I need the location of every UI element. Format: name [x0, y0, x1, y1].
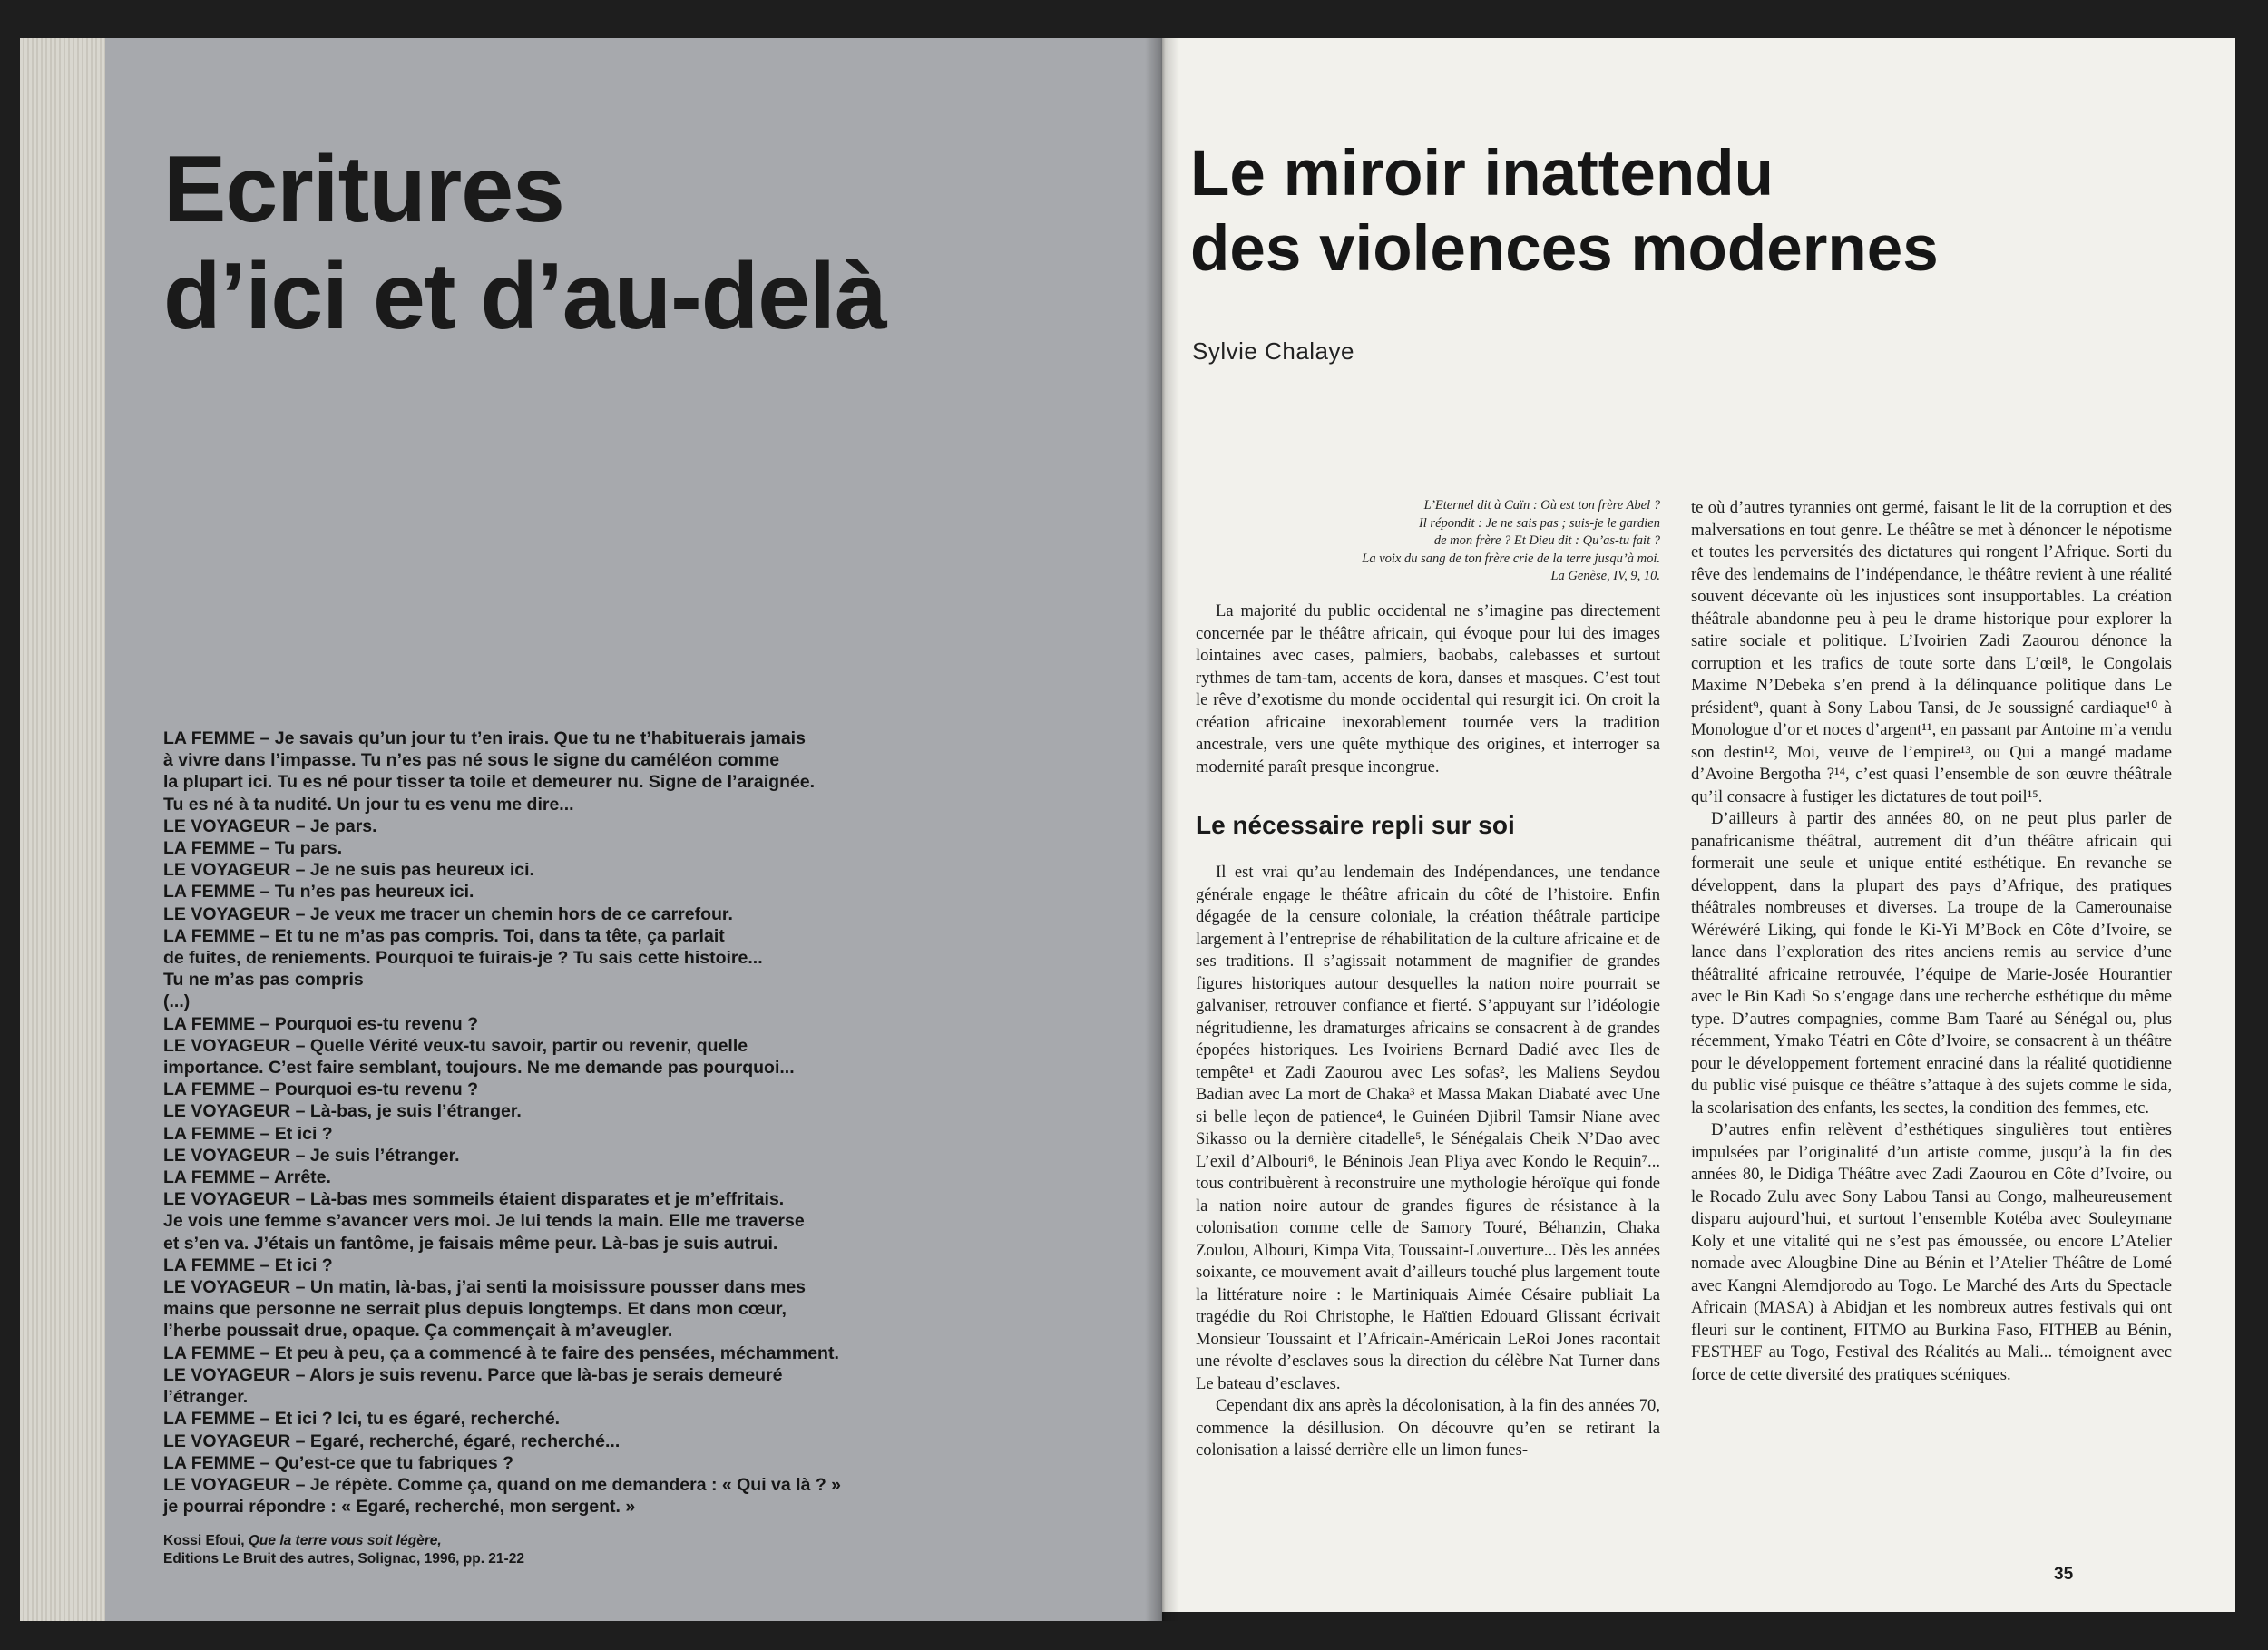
dialogue-line: LE VOYAGEUR – Alors je suis revenu. Parce que là-bas je serais demeuré [163, 1364, 783, 1385]
dialogue-line: LA FEMME – Et tu ne m’as pas compris. Toi, dans ta tête, ça parlait [163, 925, 725, 946]
dialogue-line: LA FEMME – Et peu à peu, ça a commencé à te faire des pensées, méchamment. [163, 1342, 839, 1363]
dialogue-line: LE VOYAGEUR – Egaré, recherché, égaré, recherché... [163, 1430, 621, 1451]
article-paragraph: D’ailleurs à partir des années 80, on ne peut plus parler de panafricanisme théâtral, autrement dit d’un théâtre africain qui formerait une seule et unique entité esthétique. En revanche se développent, dans la plupart des pays d’Afrique, des pratiques théâtrales nombreuses et diverses. La troupe de la Camerounaise Wéréwéré Liking, qui fonde le Ki-Yi M’Bock en Côte d’Ivoire, se lance dans l’exploration des rites anciens remis au service d’une théâtralité africaine retrouvée, l’équipe de Marie-Josée Hourantier avec le Bin Kadi So s’engage dans une recherche esthétique du même type. D’autres compagnies, comme Bam Taaré au Sénégal ou, plus récemment, Ymako Téatri en Côte d’Ivoire, se consacrent à un théâtre pour le développement fortement enraciné dans la réalité quotidienne du public visé puisque ce théâtre s’attaque à des sujets comme le sida, la scolarisation des enfants, les sectes, la condition des femmes, etc. [1691, 809, 2172, 1118]
dialogue-line: l’étranger. [163, 1387, 249, 1408]
epigraph-line: L’Eternel dit à Caïn : Où est ton frère Abel ? [1423, 498, 1660, 513]
dialogue-line: (...) [163, 991, 191, 1012]
dialogue-line: LA FEMME – Et ici ? [163, 1123, 333, 1144]
dialogue-line: LE VOYAGEUR – Là-bas, je suis l’étranger. [163, 1101, 522, 1122]
epigraph-line: La Genèse, IV, 9, 10. [1550, 569, 1660, 584]
article-paragraph: te où d’autres tyrannies ont germé, faisant le lit de la corruption et des malversations en tout genre. Le théâtre se met à dénoncer le népotisme et toutes les perversités des dictatures qui rongent l’Afrique. Sorti du rêve des lendemains de l’indépendance, le théâtre revient à une réalité souvent décevante où les injustices sont insupportables. La création théâtrale abandonne peu à peu le drame historique pour explorer la satire sociale et politique. L’Ivoirien Zadi Zaourou dénonce la corruption et les trafics de toute sorte dans L’œil⁸, le Congolais Maxime N’Debeka s’en prend à la délinquance politique dans Le président⁹, quant à Sony Labou Tansi, de Je soussigné cardiaque¹⁰ à Monologue d’or et noces d’argent¹¹, en passant par Antoine m’a vendu son destin¹², Moi, veuve de l’empire¹³, ou Qui a mangé madame d’Avoine Bergotha ?¹⁴, c’est quasi l’ensemble de son œuvre théâtrale qu’il consacre à fustiger les dictatures de tout poil¹⁵. [1691, 498, 2172, 806]
article-title-line: Le miroir inattendu [1190, 138, 1774, 210]
section-subheading: Le nécessaire repli sur soi [1196, 811, 1515, 839]
article-column-1 [1196, 862, 1660, 1462]
dialogue-line: LA FEMME – Pourquoi es-tu revenu ? [163, 1013, 479, 1034]
citation-work: Que la terre vous soit légère, [248, 1533, 442, 1548]
dialogue-line: LA FEMME – Tu pars. [163, 838, 343, 859]
play-excerpt [163, 727, 925, 1518]
dialogue-line: et s’en va. J’étais un fantôme, je faisais même peur. Là-bas je suis autrui. [163, 1233, 778, 1254]
dialogue-line: LE VOYAGEUR – Je suis l’étranger. [163, 1145, 460, 1166]
citation-publisher: Editions Le Bruit des autres, Solignac, 1996, pp. 21-22 [163, 1551, 524, 1567]
dialogue-line: LA FEMME – Pourquoi es-tu revenu ? [163, 1079, 479, 1100]
dialogue-line: Je vois une femme s’avancer vers moi. Je lui tends la main. Elle me traverse [163, 1211, 805, 1232]
dialogue-line: LE VOYAGEUR – Je veux me tracer un chemin hors de ce carrefour. [163, 903, 733, 924]
dialogue-line: importance. C’est faire semblant, toujours. Ne me demande pas pourquoi... [163, 1058, 795, 1079]
dialogue-line: Tu es né à ta nudité. Un jour tu es venu me dire... [163, 794, 574, 815]
intro-paragraph: La majorité du public occidental ne s’imagine pas directement concernée par le théâtre africain, qui évoque pour lui des images lointaines avec cases, palmiers, baobabs, calebasses et surtout rythmes de tam-tam, accents de kora, danses et masques. C’est tout le rêve d’exotisme du monde occidental qui resurgit ici. On croit la création africaine inexorablement tournée vers la tradition ancestrale, vers une quête mythique des origines, et interroger sa modernité paraît presque incongrue. [1196, 601, 1660, 776]
dialogue-line: LA FEMME – Arrête. [163, 1167, 331, 1188]
dialogue-line: je pourrai répondre : « Egaré, recherché, mon sergent. » [163, 1497, 636, 1518]
dialogue-line: LE VOYAGEUR – Je pars. [163, 815, 377, 836]
dialogue-line: LA FEMME – Et ici ? Ici, tu es égaré, recherché. [163, 1409, 561, 1430]
dialogue-line: LA FEMME – Je savais qu’un jour tu t’en irais. Que tu ne t’habituerais jamais [163, 728, 806, 748]
epigraph-line: Il répondit : Je ne sais pas ; suis-je le gardien [1418, 515, 1660, 531]
dialogue-line: de fuites, de reniements. Pourquoi te fuirais-je ? Tu sais cette histoire... [163, 948, 763, 969]
article-title [1190, 136, 1939, 287]
excerpt-citation [163, 1532, 524, 1568]
page-edges [20, 38, 111, 1621]
dialogue-line: Tu ne m’as pas compris [163, 970, 364, 991]
dialogue-line: LE VOYAGEUR – Quelle Vérité veux-tu savoir, partir ou revenir, quelle [163, 1035, 748, 1056]
epigraph-line: La voix du sang de ton frère crie de la terre jusqu’à moi. [1362, 551, 1660, 566]
article-title-line: des violences modernes [1190, 213, 1939, 285]
dialogue-line: mains que personne ne serrait plus depuis longtemps. Et dans mon cœur, [163, 1299, 787, 1320]
citation-author: Kossi Efoui, [163, 1533, 249, 1548]
dialogue-line: LA FEMME – Tu n’es pas heureux ici. [163, 882, 474, 903]
dialogue-line: à vivre dans l’impasse. Tu n’es pas né sous le signe du caméléon comme [163, 750, 780, 771]
book-spine-shadow [1145, 38, 1179, 1621]
article-paragraph: D’autres enfin relèvent d’esthétiques singulières tout entières impulsées par l’originalité d’un artiste comme, jusqu’à la fin des années 80, le Didiga Théâtre avec Zadi Zaourou en Côte d’Ivoire, ou le Rocado Zulu avec Sony Labou Tansi au Congo, malheureusement disparu aujourd’hui, et surtout l’ensemble Kotéba avec Souleymane Koly et une vitalité qui ne s’est pas émoussée, ou encore L’Atelier nomade avec Alougbine Dine au Bénin et l’Atelier Théâtre de Lomé avec Kangni Alemdjorodo au Togo. Le Marché des Arts du Spectacle Africain (MASA) à Abidjan et les nombreux autres festivals qui ont fleuri sur le continent, FITMO au Burkina Faso, FITHEB au Bénin, FESTHEF au Togo, Festival des Réalités au Mali... témoignent avec force de cette diversité des pratiques scéniques. [1691, 1120, 2172, 1384]
left-title-line: d’ici et d’au-delà [163, 244, 886, 349]
article-paragraph: Cependant dix ans après la décolonisation, à la fin des années 70, commence la désillusion. On découvre qu’en se retirant la colonisation a laissé derrière elle un limon funes- [1196, 1396, 1660, 1460]
left-title-line: Ecritures [163, 137, 564, 242]
dialogue-line: LA FEMME – Qu’est-ce que tu fabriques ? [163, 1452, 514, 1473]
page-number: 35 [2054, 1565, 2074, 1584]
dialogue-line: l’herbe poussait drue, opaque. Ça commençait à m’aveugler. [163, 1321, 673, 1342]
left-page-title [163, 136, 886, 350]
epigraph-line: de mon frère ? Et Dieu dit : Qu’as-tu fait ? [1433, 533, 1660, 549]
intro-column [1196, 600, 1660, 778]
dialogue-line: la plupart ici. Tu es né pour tisser ta toile et demeurer nu. Signe de l’araignée. [163, 772, 816, 793]
dialogue-line: LE VOYAGEUR – Là-bas mes sommeils étaient disparates et je m’effritais. [163, 1189, 785, 1210]
dialogue-line: LE VOYAGEUR – Un matin, là-bas, j’ai senti la moisissure pousser dans mes [163, 1277, 807, 1298]
dialogue-line: LE VOYAGEUR – Je ne suis pas heureux ici. [163, 860, 534, 881]
article-paragraph: Il est vrai qu’au lendemain des Indépendances, une tendance générale engage le théâtre africain du côté de l’histoire. Enfin dégagée de la censure coloniale, la création théâtrale participe largement à l’entreprise de réhabilitation de la culture africaine et de ses traditions. Il s’agissait notamment de magnifier de grandes figures historiques autour desquelles la nation noire pourrait se galvaniser, retrouver confiance et fierté. S’appuyant sur l’idéologie négritudienne, les dramaturges africains se consacrent à de grandes épopées historiques. Les Ivoiriens Bernard Dadié avec Iles de tempête¹ et Zadi Zaourou avec Les sofas², les Maliens Seydou Badian avec La mort de Chaka³ et Massa Makan Diabaté avec Une si belle leçon de patience⁴, le Guinéen Djibril Tamsir Niane avec Sikasso ou la dernière citadelle⁵, le Sénégalais Cheik N’Dao avec L’exil d’Albouri⁶, le Béninois Jean Pliya avec Kondo le Requin⁷... tous contribuèrent à reconstruire une mythologie héroïque qui fonde la nation noire autour de grandes figures de résistance à la colonisation comme celle de Samory Touré, Béhanzin, Chaka Zoulou, Albouri, Kimpa Vita, Toussaint-Louverture... Dès les années soixante, ce mouvement avait d’ailleurs touché plus largement toute la littérature noire : le Martiniquais Aimée Césaire publiait La tragédie du Roi Christophe, le Haïtien Edouard Glissant écrivait Monsieur Toussaint et l’Africain-Américain LeRoi Jones racontait une révolte d’esclaves sous la direction du célèbre Nat Turner dans Le bateau d’esclaves. [1196, 863, 1660, 1393]
dialogue-line: LA FEMME – Et ici ? [163, 1255, 333, 1275]
article-column-2 [1691, 497, 2172, 1386]
article-author: Sylvie Chalaye [1192, 337, 1354, 365]
dialogue-line: LE VOYAGEUR – Je répète. Comme ça, quand on me demandera : « Qui va là ? » [163, 1474, 842, 1495]
epigraph [1188, 497, 1660, 586]
